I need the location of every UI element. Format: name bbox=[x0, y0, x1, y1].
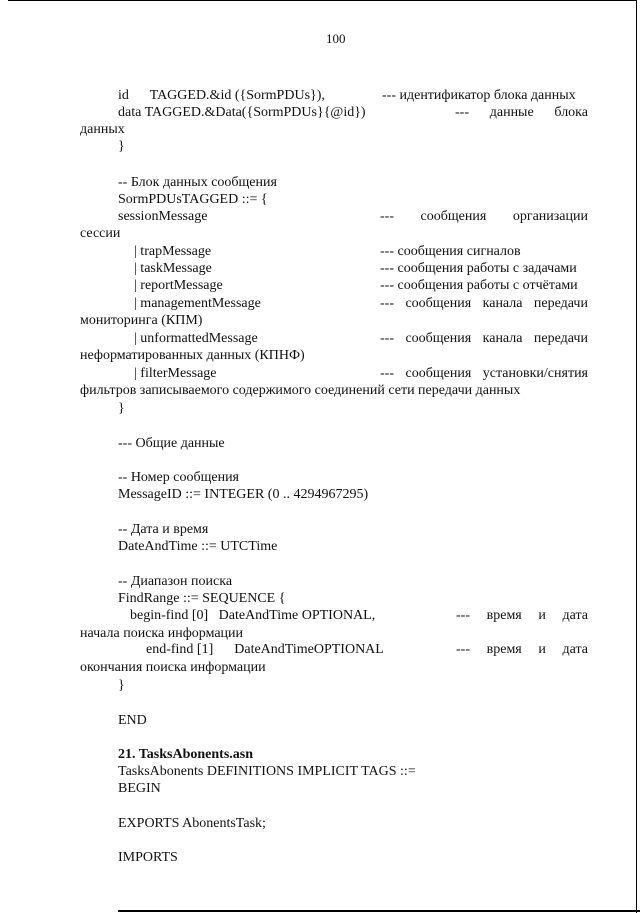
comment-word: и bbox=[538, 642, 546, 657]
comment-begin-find-justified bbox=[456, 608, 588, 624]
page-edge-bottom bbox=[118, 910, 640, 912]
comment-word: --- bbox=[380, 366, 394, 381]
comment-word: передачи bbox=[533, 331, 588, 346]
comment-word: --- bbox=[456, 608, 470, 623]
close-brace: } bbox=[118, 401, 125, 416]
page-edge-top bbox=[8, 0, 636, 1]
comment-unformatted-justified bbox=[380, 331, 588, 347]
comment-continuation: окончания поиска информации bbox=[80, 660, 266, 675]
comment-management-justified bbox=[380, 296, 588, 312]
comment-word: --- bbox=[456, 642, 470, 657]
comment-common-data: --- Общие данные bbox=[118, 436, 225, 451]
code-line-sorm-def: SormPDUsTAGGED ::= { bbox=[118, 192, 268, 207]
comment-id: --- идентификатор блока данных bbox=[382, 88, 576, 103]
comment-word: дата bbox=[562, 642, 588, 657]
comment-report: --- сообщения работы с отчётами bbox=[380, 278, 578, 293]
code-line-definitions: TasksAbonents DEFINITIONS IMPLICIT TAGS ::= bbox=[118, 764, 416, 779]
comment-word: данные bbox=[489, 105, 534, 120]
code-line-id: id TAGGED.&id ({SormPDUs}), bbox=[118, 88, 325, 103]
comment-continuation: данных bbox=[80, 122, 125, 137]
code-line-report: | reportMessage bbox=[134, 278, 223, 293]
comment-session-justified bbox=[380, 209, 588, 225]
code-line-imports: IMPORTS bbox=[118, 850, 178, 865]
keyword-end: END bbox=[118, 713, 147, 728]
code-line-trap: | trapMessage bbox=[134, 244, 212, 259]
comment-word: сообщения bbox=[420, 209, 487, 224]
comment-word: время bbox=[486, 642, 522, 657]
comment-continuation: сессии bbox=[80, 226, 121, 241]
code-line-date-def: DateAndTime ::= UTCTime bbox=[118, 539, 278, 554]
comment-trap: --- сообщения сигналов bbox=[380, 244, 521, 259]
comment-date-time: -- Дата и время bbox=[118, 522, 209, 537]
comment-word: блока bbox=[554, 105, 588, 120]
code-line-find-range: FindRange ::= SEQUENCE { bbox=[118, 591, 286, 606]
comment-data-justified bbox=[455, 105, 588, 121]
code-line-data: data TAGGED.&Data({SormPDUs}{@id}) bbox=[118, 105, 366, 120]
comment-word: установки/снятия bbox=[482, 366, 588, 381]
comment-word: --- bbox=[380, 331, 394, 346]
comment-word: канала bbox=[482, 296, 523, 311]
code-line-session: sessionMessage bbox=[118, 209, 208, 224]
comment-continuation: мониторинга (КПМ) bbox=[80, 313, 203, 328]
section-heading: 21. TasksAbonents.asn bbox=[118, 747, 254, 762]
comment-end-find-justified bbox=[456, 642, 588, 658]
close-brace: } bbox=[118, 678, 125, 693]
comment-word: --- bbox=[380, 209, 394, 224]
comment-message-number: -- Номер сообщения bbox=[118, 470, 239, 485]
code-line-begin-find: begin-find [0] DateAndTime OPTIONAL, bbox=[130, 608, 376, 623]
comment-word: дата bbox=[562, 608, 588, 623]
keyword-begin: BEGIN bbox=[118, 781, 161, 796]
comment-word: канала bbox=[482, 331, 523, 346]
comment-find-range: -- Диапазон поиска bbox=[118, 574, 233, 589]
comment-word: --- bbox=[380, 296, 394, 311]
page-edge-right bbox=[636, 0, 637, 913]
comment-word: организации bbox=[512, 209, 588, 224]
code-line-task: | taskMessage bbox=[134, 261, 212, 276]
code-line-unformatted: | unformattedMessage bbox=[134, 331, 258, 346]
close-brace: } bbox=[118, 139, 125, 154]
code-line-management: | managementMessage bbox=[134, 296, 261, 311]
comment-word: сообщения bbox=[405, 366, 472, 381]
code-line-message-id: MessageID ::= INTEGER (0 .. 4294967295) bbox=[118, 487, 369, 502]
comment-word: сообщения bbox=[405, 331, 472, 346]
code-line-end-find: end-find [1] DateAndTimeOPTIONAL bbox=[146, 642, 384, 657]
comment-word: время bbox=[486, 608, 522, 623]
comment-continuation: фильтров записываемого содержимого соединений сети передачи данных bbox=[80, 383, 521, 398]
comment-word: и bbox=[538, 608, 546, 623]
comment-task: --- сообщения работы с задачами bbox=[380, 261, 577, 276]
page-number: 100 bbox=[326, 31, 346, 46]
comment-word: передачи bbox=[533, 296, 588, 311]
comment-continuation: неформатированных данных (КПНФ) bbox=[80, 348, 305, 363]
comment-continuation: начала поиска информации bbox=[80, 626, 244, 641]
code-line-exports: EXPORTS AbonentsTask; bbox=[118, 816, 266, 831]
comment-word: сообщения bbox=[405, 296, 472, 311]
comment-word: --- bbox=[455, 105, 469, 120]
code-line-filter: | filterMessage bbox=[134, 366, 217, 381]
comment-filter-justified bbox=[380, 366, 588, 382]
comment-block: -- Блок данных сообщения bbox=[118, 175, 277, 190]
